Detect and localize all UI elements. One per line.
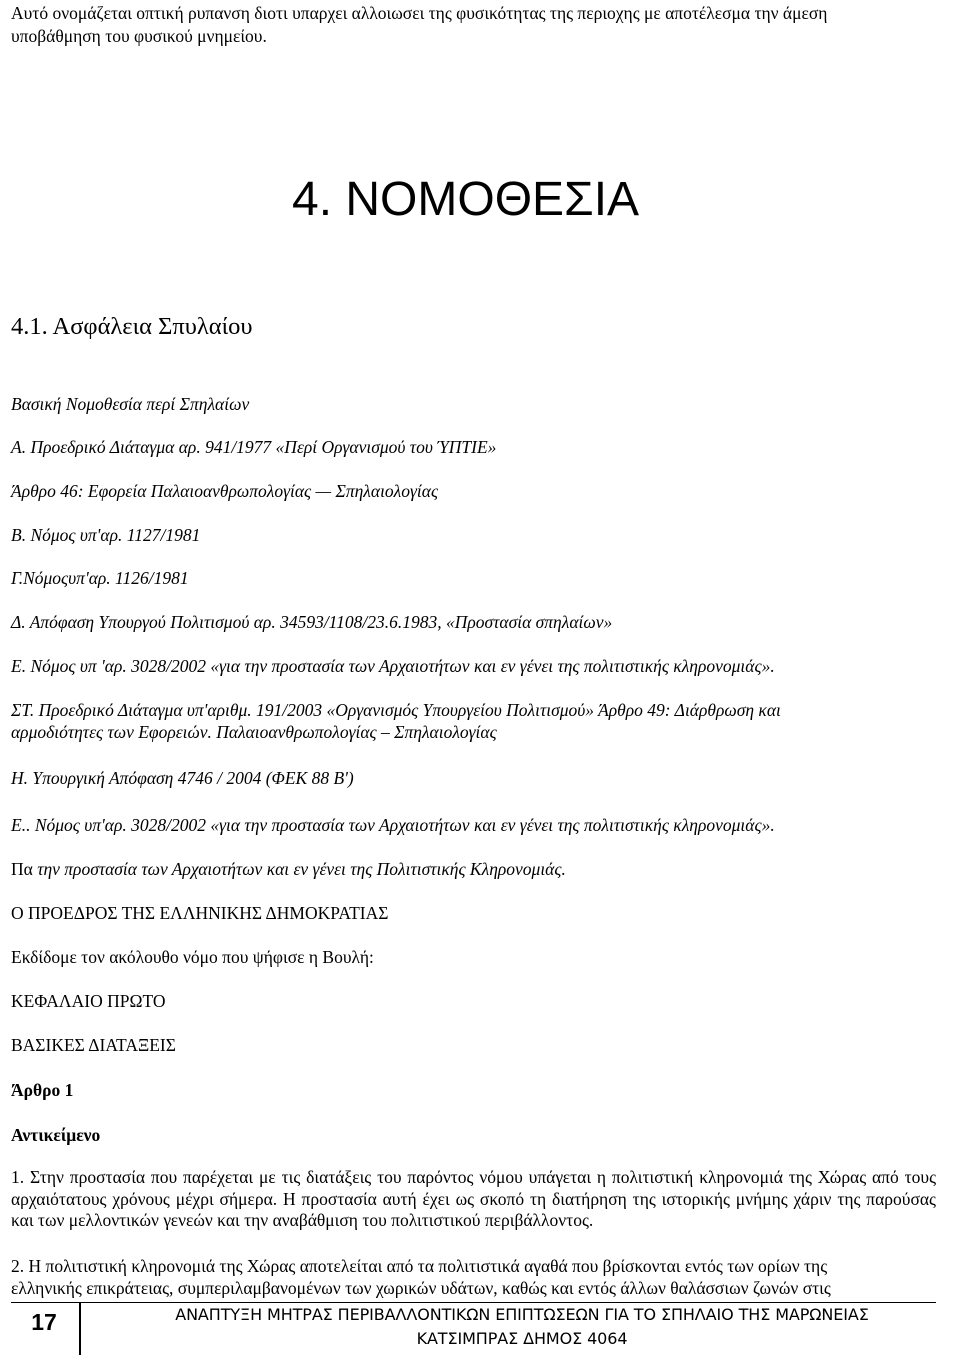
legislation-item-c: Γ.Νόμοςυπ'αρ. 1126/1981 (11, 568, 189, 588)
legislation-item-b: Β. Νόμος υπ'αρ. 1127/1981 (11, 525, 201, 545)
legislation-item-d: Δ. Απόφαση Υπουργού Πολιτισμού αρ. 34593/1108/23.6.1983, «Προστασία σπηλαίων» (11, 612, 613, 632)
president-line: Ο ΠΡΟΕΔΡΟΣ ΤΗΣ ΕΛΛΗΝΙΚΗΣ ΔΗΜΟΚΡΑΤΙΑΣ (11, 903, 389, 923)
legislation-item-st-line-2: αρμοδιότητες των Εφορειών. Παλαιοανθρωπολογίας – Σπηλαιολογίας (11, 722, 497, 742)
legislation-heading: Βασική Νομοθεσία περί Σπηλαίων (11, 394, 250, 414)
legislation-purpose (11, 859, 566, 880)
legislation-item-h: Η. Υπουργική Απόφαση 4746 / 2004 (ΦΕΚ 88 Β') (11, 768, 354, 788)
issue-line: Εκδίδομε τον ακόλουθο νόμο που ψήφισε η Βουλή: (11, 947, 374, 967)
page-number: 17 (31, 1309, 57, 1335)
footer-title-line-2: ΚΑΤΣΙΜΠΡΑΣ ΔΗΜΟΣ 4064 (416, 1329, 628, 1348)
chapter-one: ΚΕΦΑΛΑΙΟ ΠΡΩΤΟ (11, 991, 166, 1011)
legislation-item-e: Ε. Νόμος υπ 'αρ. 3028/2002 «για την προστασία των Αρχαιοτήτων και εν γένει της πολιτιστικής κληρονομιάς». (11, 656, 775, 676)
intro-line-2: υποβάθμηση του φυσικού μνημείου. (11, 26, 267, 46)
legislation-item-st-line-1: ΣΤ. Προεδρικό Διάταγμα υπ'αριθμ. 191/2003 «Οργανισμός Υπουργείου Πολιτισμού» Άρθρο 49: Διάρθρωση και (11, 700, 781, 720)
purpose-rest: την προστασία των Αρχαιοτήτων και εν γένει της Πολιτιστικής Κληρονομιάς. (32, 859, 566, 879)
legislation-item-a-article: Άρθρο 46: Εφορεία Παλαιοανθρωπολογίας — Σπηλαιολογίας (11, 481, 439, 501)
paragraph-2-line-1: 2. Η πολιτιστική κληρονομιά της Χώρας αποτελείται από τα πολιτιστικά αγαθά που βρίσκονται εντός των ορίων της (11, 1256, 828, 1276)
legislation-item-a: Α. Προεδρικό Διάταγμα αρ. 941/1977 «Περί Οργανισμού του ΎΠΤΙΕ» (11, 437, 497, 457)
article-1: Άρθρο 1 (11, 1080, 74, 1100)
paragraph-2-line-2: ελληνικής επικράτειας, συμπεριλαμβανομένων των χωρικών υδάτων, καθώς και εντός άλλων θαλάσσιων ζωνών στις (11, 1278, 831, 1298)
footer-rule (11, 1302, 936, 1303)
legislation-item-e2: Ε.. Νόμος υπ'αρ. 3028/2002 «για την προστασία των Αρχαιοτήτων και εν γένει της πολιτιστικής κληρονομιάς». (11, 815, 775, 835)
section-title: 4.1. Ασφάλεια Σπυλαίου (11, 313, 253, 340)
footer-divider (79, 1302, 81, 1355)
intro-line-1: Αυτό ονομάζεται οπτική ρυπανση διοτι υπαρχει αλλοιωσει της φυσικότητας της περιοχης με αποτέλεσμα την άμεση (11, 3, 828, 23)
purpose-prefix: Πα (11, 859, 33, 879)
article-subject: Αντικείμενο (11, 1125, 101, 1145)
basic-provisions: ΒΑΣΙΚΕΣ ΔΙΑΤΑΞΕΙΣ (11, 1035, 176, 1055)
footer-title-line-1: ΑΝΑΠΤΥΞΗ ΜΗΤΡΑΣ ΠΕΡΙΒΑΛΛΟΝΤΙΚΩΝ ΕΠΙΠΤΩΣΕΩΝ ΓΙΑ ΤΟ ΣΠΗΛΑΙΟ ΤΗΣ ΜΑΡΩΝΕΙΑΣ (175, 1305, 869, 1324)
chapter-title: 4. ΝΟΜΟΘΕΣΙΑ (292, 173, 640, 226)
paragraph-1: 1. Στην προστασία που παρέχεται με τις διατάξεις του παρόντος νόμου υπάγεται η πολιτιστική κληρονομιά της Χώρας από τους αρχαιότατους χρόνους μέχρι σήμερα. Η προστασία αυτή έχει ως σκοπό τη διατήρηση της ιστορικής μνήμης χάριν της παρούσας και των μελλοντικών γενεών και την αναβάθμιση του πολιτιστικού περιβάλλοντος. (11, 1167, 936, 1230)
